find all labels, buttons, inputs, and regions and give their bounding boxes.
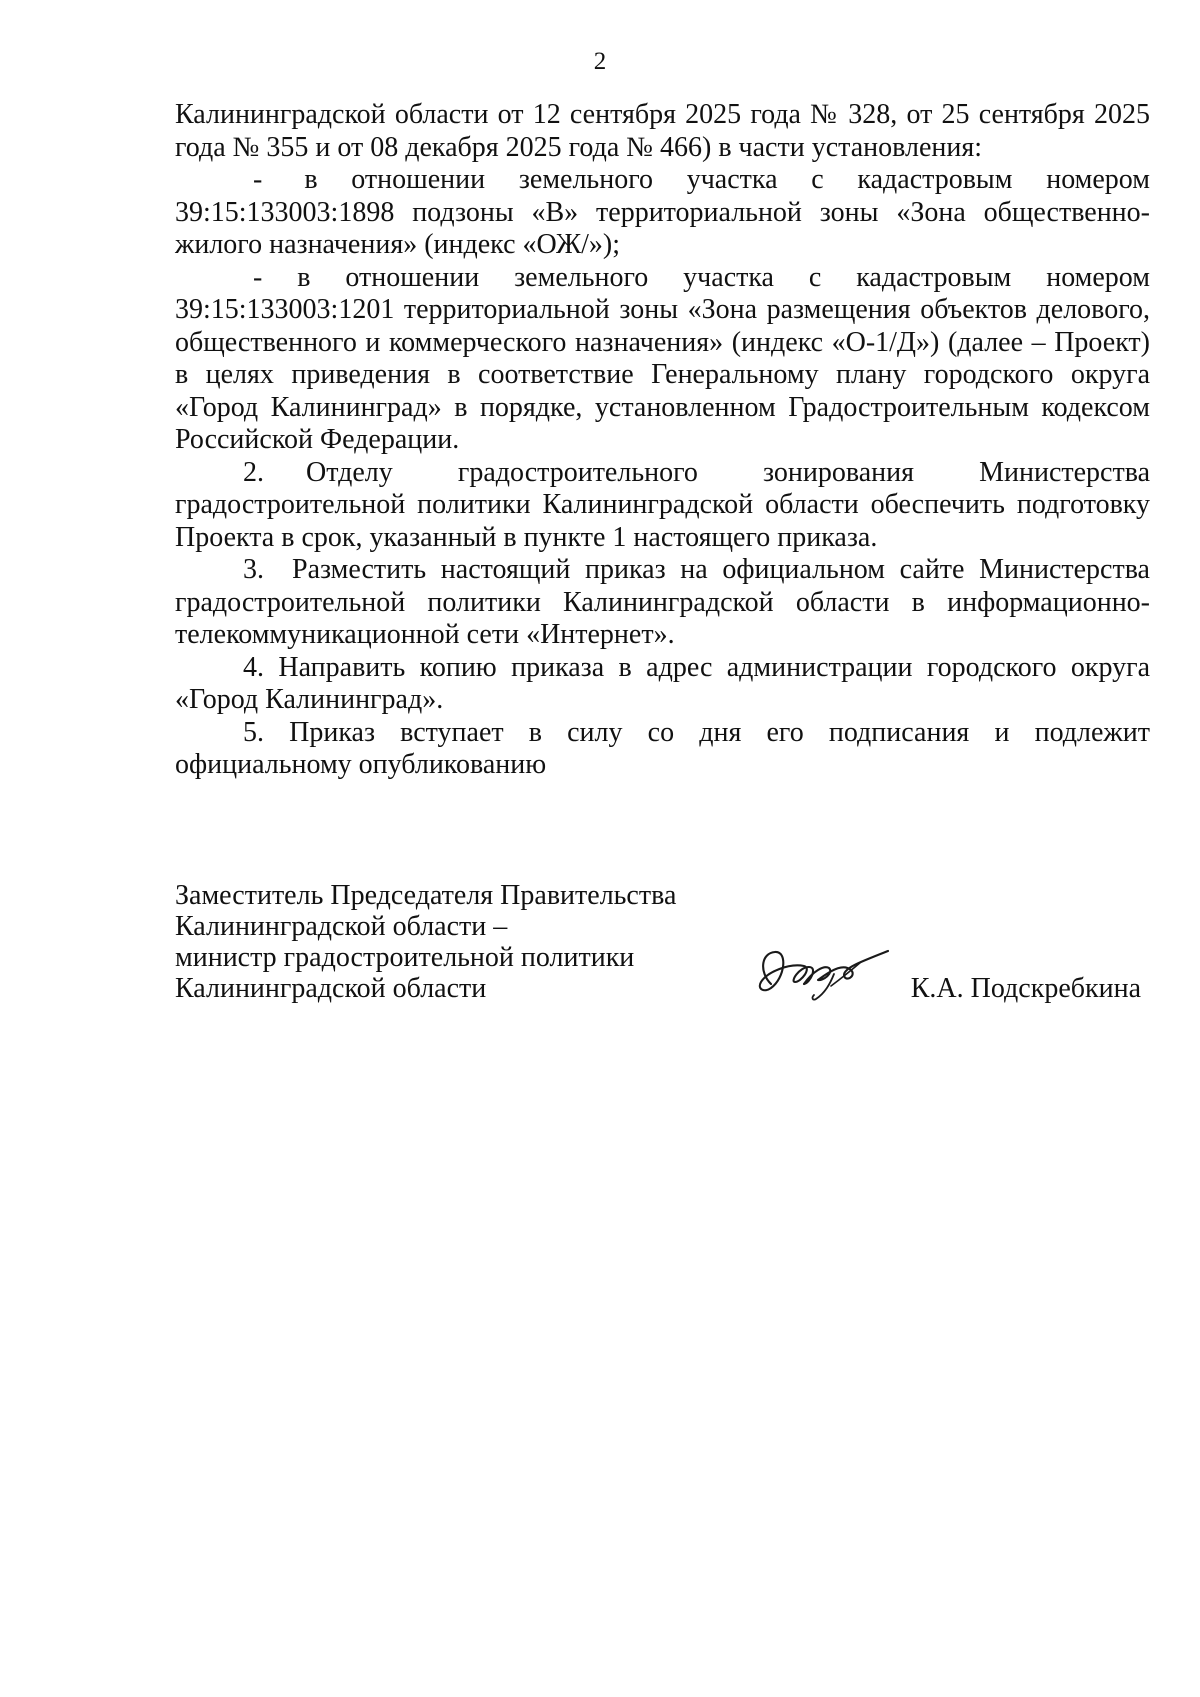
paragraph-item-2: 2. Отделу градостроительного зонирования Министерства градостроительной политики Калининградской области обеспечить подготовку Проекта в срок, указанный в пункте 1 настоящего приказа.	[175, 456, 1150, 553]
paragraph-zone-item-2: - в отношении земельного участка с кадастровым номером 39:15:133003:1201 территориальной зоны «Зона размещения объектов делового, общественного и коммерческого назначения» (индекс «О-1/Д») (далее – Проект) в целях приведения в соответствие Генеральному плану городского округа «Город Калининград» в порядке, установленном Градостроительным кодексом Российской Федерации.	[175, 261, 1150, 455]
signer-title-line: Калининградской области	[175, 973, 487, 1004]
page-number: 2	[593, 48, 607, 75]
paragraph-zone-item-1: - в отношении земельного участка с кадастровым номером 39:15:133003:1898 подзоны «В» территориальной зоны «Зона общественно-жилого назначения» (индекс «ОЖ/»);	[175, 164, 1150, 260]
signer-title	[175, 880, 735, 1004]
signature-block	[175, 880, 1150, 1040]
handwritten-signature	[743, 938, 893, 1010]
signer-title-line: Заместитель Председателя Правительства	[175, 880, 677, 911]
paragraph-continuation: Калининградской области от 12 сентября 2025 года № 328, от 25 сентября 2025 года № 355 и от 08 декабря 2025 года № 466) в части установления:	[175, 99, 1150, 163]
paragraph-item-5: 5. Приказ вступает в силу со дня его подписания и подлежит официальному опубликованию	[175, 716, 1150, 780]
paragraph-item-4: 4. Направить копию приказа в адрес администрации городского округа «Город Калининград».	[175, 651, 1150, 715]
paragraph-item-3: 3. Разместить настоящий приказ на официальном сайте Министерства градостроительной политики Калининградской области в информационно-телекоммуникационной сети «Интернет».	[175, 554, 1150, 650]
signer-title-line: министр градостроительной политики	[175, 942, 635, 973]
signer-title-line: Калининградской области –	[175, 911, 508, 942]
signer-name: К.А. Подскребкина	[910, 973, 1141, 1004]
document-body	[175, 99, 1150, 782]
